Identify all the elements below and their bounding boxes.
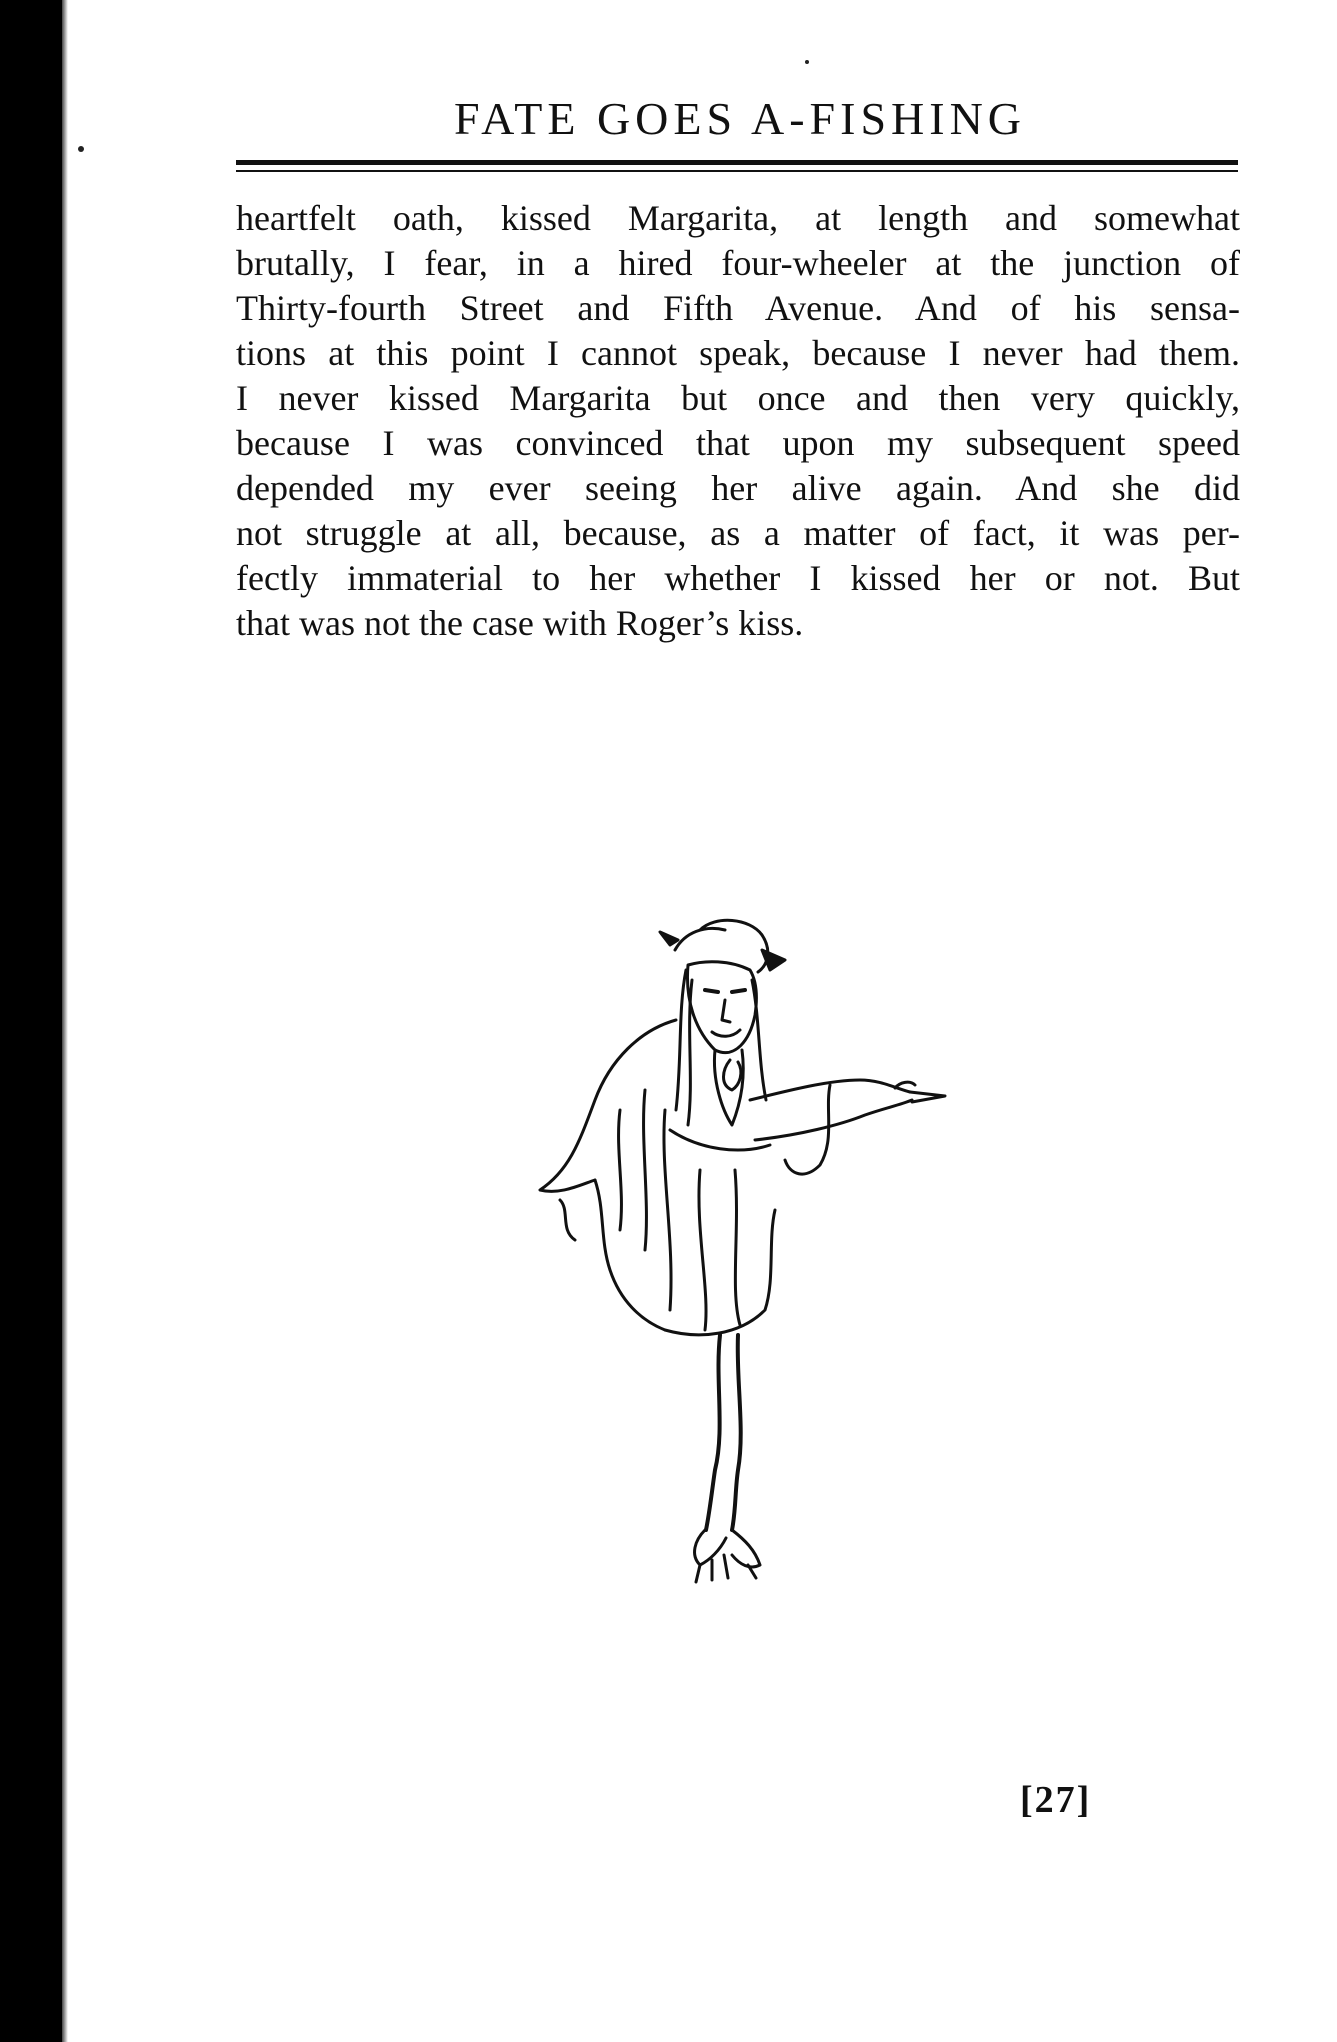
text-line: brutally, I fear, in a hired four-wheeler at the junction of	[236, 243, 1240, 283]
book-binding-edge	[0, 0, 62, 2042]
text-line: tions at this point I cannot speak, because I never had them.	[236, 333, 1240, 373]
text-line: Thirty-fourth Street and Fifth Avenue. And of his sensa-	[236, 288, 1240, 328]
running-head: FATE GOES A-FISHING	[453, 93, 1027, 144]
text-line: because I was convinced that upon my subsequent speed	[236, 423, 1240, 463]
text-line: depended my ever seeing her alive again. And she did	[236, 468, 1240, 508]
text-line: fectly immaterial to her whether I kissed her or not. But	[236, 558, 1240, 598]
ink-speck	[805, 60, 809, 64]
text-line: I never kissed Margarita but once and then very quickly,	[236, 378, 1240, 418]
body-paragraph	[236, 196, 1240, 646]
text-line: heartfelt oath, kissed Margarita, at length and somewhat	[236, 198, 1240, 238]
page-number: [27]	[1020, 1779, 1092, 1821]
text-line: that was not the case with Roger’s kiss.	[236, 603, 804, 643]
ink-speck	[78, 146, 84, 152]
header-rule-thin	[236, 170, 1238, 172]
pointing-imp-illustration	[500, 910, 960, 1610]
header-rule-thick	[236, 160, 1238, 165]
text-line: not struggle at all, because, as a matter of fact, it was per-	[236, 513, 1240, 553]
